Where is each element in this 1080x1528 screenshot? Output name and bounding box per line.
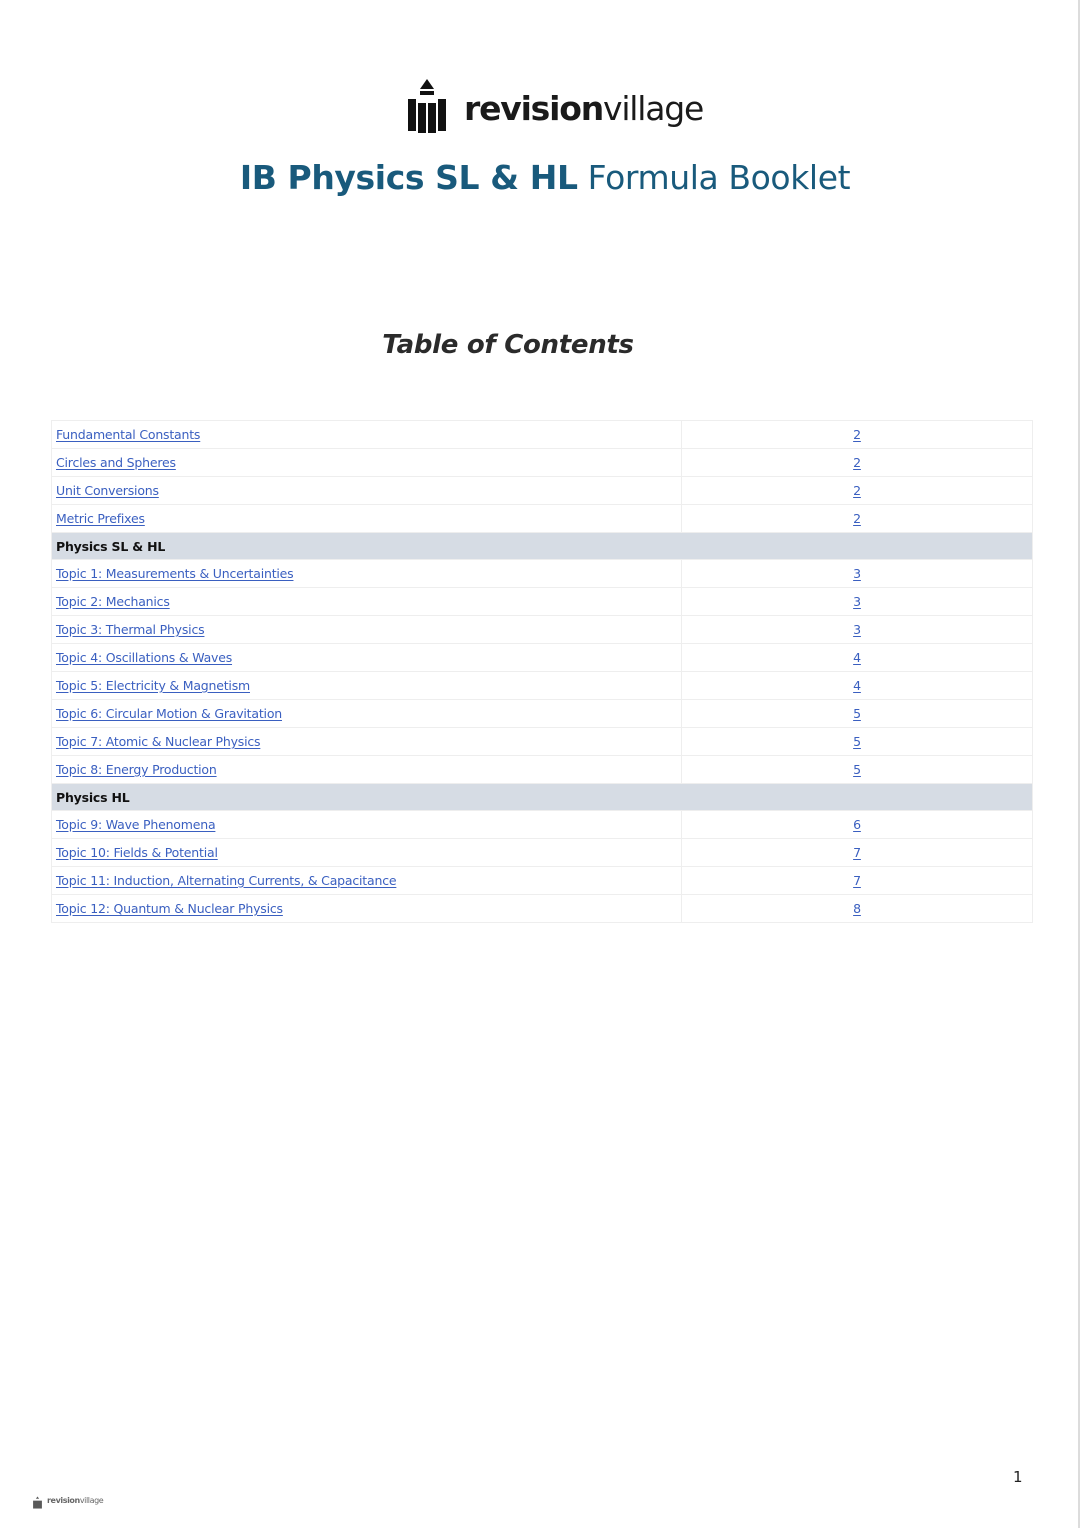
revisionvillage-books-pencil-icon xyxy=(406,77,448,133)
section-heading: Physics SL & HL xyxy=(52,533,1033,560)
toc-row xyxy=(52,560,1033,588)
toc-link-topic-5[interactable]: Topic 5: Electricity & Magnetism xyxy=(56,678,250,693)
toc-page-link[interactable]: 4 xyxy=(853,678,861,693)
toc-page-link[interactable]: 2 xyxy=(853,483,861,498)
toc-link-metric-prefixes[interactable]: Metric Prefixes xyxy=(56,511,145,526)
toc-link-topic-2[interactable]: Topic 2: Mechanics xyxy=(56,594,170,609)
toc-page-link[interactable]: 6 xyxy=(853,817,861,832)
footer-brand-wordmark xyxy=(47,1496,103,1505)
footer-brand-light: village xyxy=(79,1496,104,1505)
toc-link-unit-conversions[interactable]: Unit Conversions xyxy=(56,483,159,498)
toc-page-link[interactable]: 2 xyxy=(853,427,861,442)
brand-name-light: village xyxy=(603,88,704,128)
toc-row xyxy=(52,505,1033,533)
page-number: 1 xyxy=(1013,1468,1023,1486)
section-heading: Physics HL xyxy=(52,784,1033,811)
toc-heading: Table of Contents xyxy=(382,330,634,360)
toc-link-topic-10[interactable]: Topic 10: Fields & Potential xyxy=(56,845,218,860)
toc-page-link[interactable]: 5 xyxy=(853,734,861,749)
document-title-bold: IB Physics SL & HL xyxy=(239,158,578,197)
toc-row xyxy=(52,672,1033,700)
toc-row xyxy=(52,700,1033,728)
toc-link-topic-11[interactable]: Topic 11: Induction, Alternating Currents, & Capacitance xyxy=(56,873,397,888)
toc-page-link[interactable]: 7 xyxy=(853,873,861,888)
document-title xyxy=(0,158,1080,197)
revisionvillage-books-pencil-icon xyxy=(32,1494,43,1507)
toc-link-topic-6[interactable]: Topic 6: Circular Motion & Gravitation xyxy=(56,706,282,721)
toc-page-link[interactable]: 3 xyxy=(853,622,861,637)
toc-row xyxy=(52,588,1033,616)
toc-row xyxy=(52,449,1033,477)
toc-link-fundamental-constants[interactable]: Fundamental Constants xyxy=(56,427,201,442)
toc-row xyxy=(52,616,1033,644)
toc-section-header-hl xyxy=(52,784,1033,811)
toc-row xyxy=(52,756,1033,784)
toc-row xyxy=(52,839,1033,867)
footer-brand-bold: revision xyxy=(47,1496,80,1505)
toc-link-topic-7[interactable]: Topic 7: Atomic & Nuclear Physics xyxy=(56,734,261,749)
toc-page-link[interactable]: 4 xyxy=(853,650,861,665)
toc-page-link[interactable]: 3 xyxy=(853,594,861,609)
toc-row xyxy=(52,477,1033,505)
toc-link-topic-3[interactable]: Topic 3: Thermal Physics xyxy=(56,622,205,637)
toc-row xyxy=(52,867,1033,895)
toc-row xyxy=(52,421,1033,449)
toc-section-header-sl-hl xyxy=(52,533,1033,560)
toc-page-link[interactable]: 5 xyxy=(853,706,861,721)
toc-page-link[interactable]: 2 xyxy=(853,511,861,526)
toc-link-topic-9[interactable]: Topic 9: Wave Phenomena xyxy=(56,817,216,832)
brand-wordmark xyxy=(464,88,704,128)
toc-page-link[interactable]: 5 xyxy=(853,762,861,777)
brand-name-bold: revision xyxy=(464,88,603,128)
toc-table xyxy=(51,420,1033,923)
toc-page-link[interactable]: 7 xyxy=(853,845,861,860)
toc-link-topic-4[interactable]: Topic 4: Oscillations & Waves xyxy=(56,650,233,665)
toc-row xyxy=(52,728,1033,756)
toc-row xyxy=(52,644,1033,672)
toc-link-topic-12[interactable]: Topic 12: Quantum & Nuclear Physics xyxy=(56,901,283,916)
toc-link-topic-1[interactable]: Topic 1: Measurements & Uncertainties xyxy=(56,566,294,581)
toc-row xyxy=(52,895,1033,923)
toc-row xyxy=(52,811,1033,839)
footer-logo xyxy=(32,1494,103,1507)
toc-page-link[interactable]: 3 xyxy=(853,566,861,581)
revisionvillage-logo xyxy=(406,76,703,134)
toc-page-link[interactable]: 2 xyxy=(853,455,861,470)
toc-link-topic-8[interactable]: Topic 8: Energy Production xyxy=(56,762,217,777)
toc-link-circles-and-spheres[interactable]: Circles and Spheres xyxy=(56,455,176,470)
toc-page-link[interactable]: 8 xyxy=(853,901,861,916)
document-title-regular: Formula Booklet xyxy=(577,158,851,197)
